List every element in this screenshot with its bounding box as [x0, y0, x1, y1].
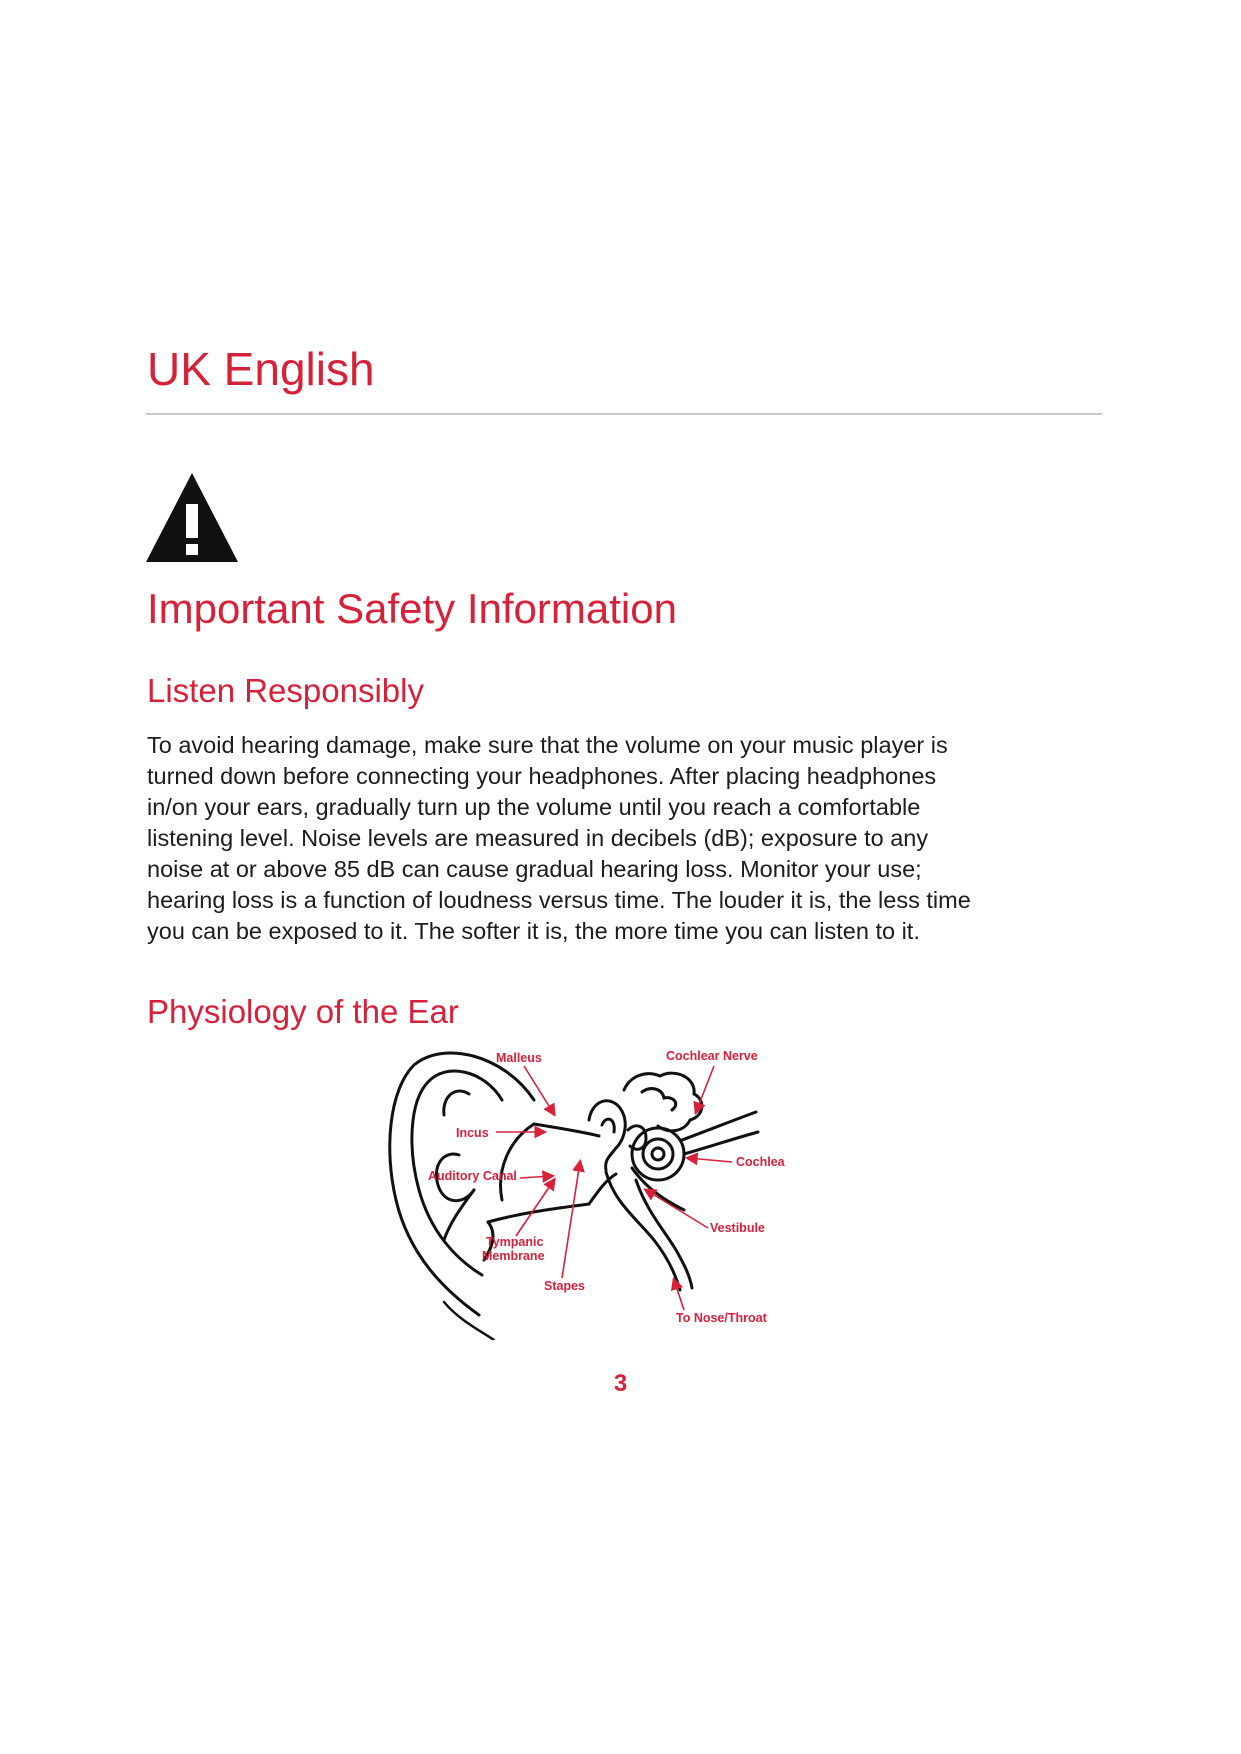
- title-divider: [146, 413, 1102, 415]
- warning-triangle-icon: [144, 471, 240, 564]
- label-auditory-canal: Auditory Canal: [428, 1169, 517, 1183]
- paragraph-line: noise at or above 85 dB can cause gradual hearing loss. Monitor your use;: [147, 856, 922, 882]
- paragraph-line: listening level. Noise levels are measured in decibels (dB); exposure to any: [147, 825, 929, 851]
- ear-diagram: [384, 1040, 864, 1340]
- section-title: Important Safety Information: [147, 585, 677, 632]
- label-malleus: Malleus: [496, 1051, 542, 1065]
- label-tympanic: Tympanic: [486, 1235, 544, 1249]
- paragraph-line: hearing loss is a function of loudness versus time. The louder it is, the less time: [147, 887, 971, 913]
- paragraph-line: in/on your ears, gradually turn up the volume until you reach a comfortable: [147, 794, 921, 820]
- paragraph-line: turned down before connecting your headphones. After placing headphones: [147, 763, 937, 789]
- label-cochlear-nerve: Cochlear Nerve: [666, 1049, 758, 1063]
- listen-responsibly-paragraph: [147, 730, 1107, 947]
- page-number: 3: [613, 1370, 628, 1397]
- label-cochlea: Cochlea: [736, 1155, 785, 1169]
- language-title: UK English: [147, 343, 375, 395]
- listen-responsibly-heading: Listen Responsibly: [147, 672, 424, 709]
- label-incus: Incus: [456, 1126, 489, 1140]
- label-vestibule: Vestibule: [710, 1221, 765, 1235]
- paragraph-line: To avoid hearing damage, make sure that the volume on your music player is: [147, 732, 948, 758]
- physiology-heading: Physiology of the Ear: [147, 993, 459, 1030]
- paragraph-line: you can be exposed to it. The softer it is, the more time you can listen to it.: [147, 918, 920, 944]
- label-stapes: Stapes: [544, 1279, 585, 1293]
- label-membrane: Membrane: [482, 1249, 545, 1263]
- label-nose-throat: To Nose/Throat: [676, 1311, 767, 1325]
